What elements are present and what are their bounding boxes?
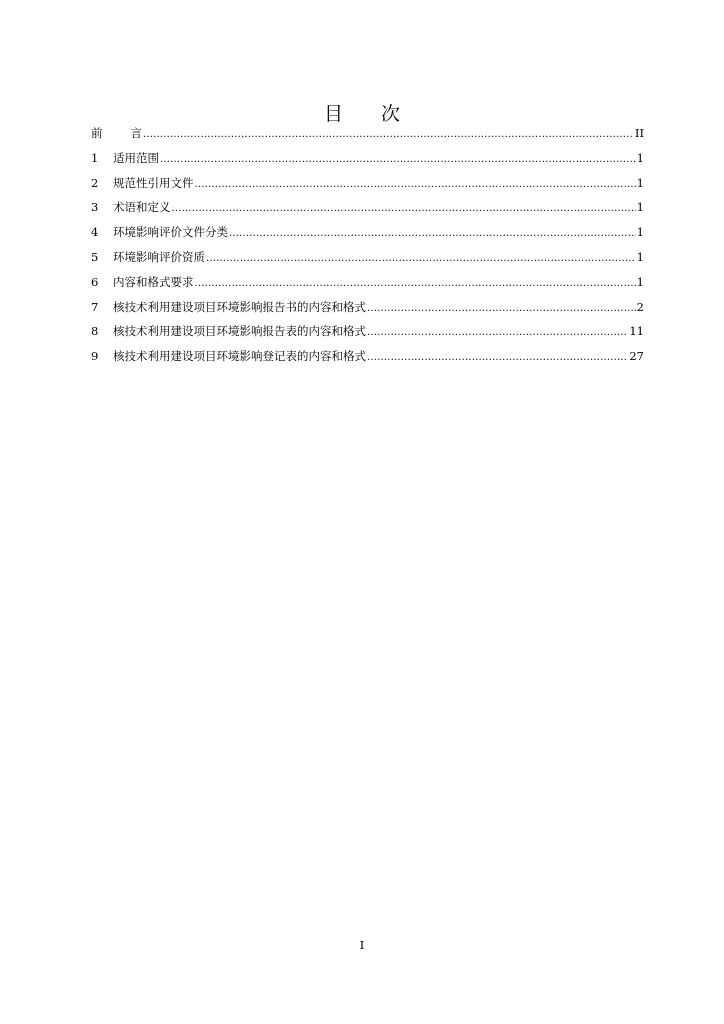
toc-dot-leader: [367, 351, 628, 365]
toc-entry-5[interactable]: [91, 250, 644, 275]
toc-entry-2[interactable]: [91, 176, 644, 201]
toc-list: [91, 126, 644, 374]
toc-entry-number: 7: [91, 299, 99, 314]
toc-dot-leader: [195, 178, 636, 192]
toc-entry-foreword[interactable]: [91, 126, 644, 151]
toc-title-char: 目: [323, 103, 343, 125]
toc-dot-leader: [367, 302, 636, 316]
toc-entry-text: 规范性引用文件: [113, 175, 194, 190]
toc-entry-6[interactable]: [91, 275, 644, 300]
toc-dot-leader: [206, 252, 636, 266]
toc-page-number: 1: [636, 274, 644, 289]
toc-entry-text-char: 言: [130, 126, 142, 140]
toc-entry-text: 核技术利用建设项目环境影响报告表的内容和格式: [113, 324, 366, 339]
toc-entry-9[interactable]: [91, 349, 644, 374]
toc-page-number: 1: [636, 150, 644, 165]
toc-entry-text: 环境影响评价资质: [113, 249, 205, 264]
toc-entry-text: 核技术利用建设项目环境影响登记表的内容和格式: [113, 349, 366, 364]
toc-entry-number: 4: [91, 225, 99, 240]
toc-page-number: 1: [636, 225, 644, 240]
toc-page-number: 1: [636, 200, 644, 215]
toc-entry-number: 5: [91, 249, 99, 264]
toc-entry-number: 1: [91, 150, 99, 165]
toc-entry-text: 内容和格式要求: [113, 274, 194, 289]
toc-entry-4[interactable]: [91, 225, 644, 250]
toc-entry-number: 3: [91, 200, 99, 215]
toc-dot-leader: [195, 277, 636, 291]
toc-title: [0, 99, 724, 126]
toc-dot-leader: [143, 128, 634, 142]
toc-entry-number: 9: [91, 349, 99, 364]
toc-page-number: 27: [629, 349, 644, 364]
toc-page-number: II: [634, 126, 644, 140]
toc-title-char: 次: [381, 103, 401, 125]
toc-entry-text-char: 前: [91, 126, 103, 140]
toc-entry-number: 6: [91, 274, 99, 289]
toc-entry-text: 术语和定义: [113, 200, 171, 215]
footer-page-number: I: [359, 938, 365, 952]
toc-entry-7[interactable]: [91, 300, 644, 325]
toc-dot-leader: [160, 153, 636, 167]
toc-entry-number: 8: [91, 324, 99, 339]
toc-entry-text: [91, 126, 142, 140]
toc-page-number: 2: [636, 299, 644, 314]
toc-dot-leader: [367, 326, 628, 340]
toc-page-number: 1: [636, 249, 644, 264]
toc-dot-leader: [172, 202, 636, 216]
toc-entry-text: 环境影响评价文件分类: [113, 225, 228, 240]
toc-page-number: 1: [636, 175, 644, 190]
toc-entry-8[interactable]: [91, 324, 644, 349]
toc-dot-leader: [229, 227, 636, 241]
toc-entry-text: 适用范围: [113, 150, 159, 165]
toc-entry-3[interactable]: [91, 200, 644, 225]
toc-page-number: 11: [629, 324, 644, 339]
toc-entry-1[interactable]: [91, 151, 644, 176]
toc-entry-text: 核技术利用建设项目环境影响报告书的内容和格式: [113, 299, 366, 314]
toc-entry-number: 2: [91, 175, 99, 190]
